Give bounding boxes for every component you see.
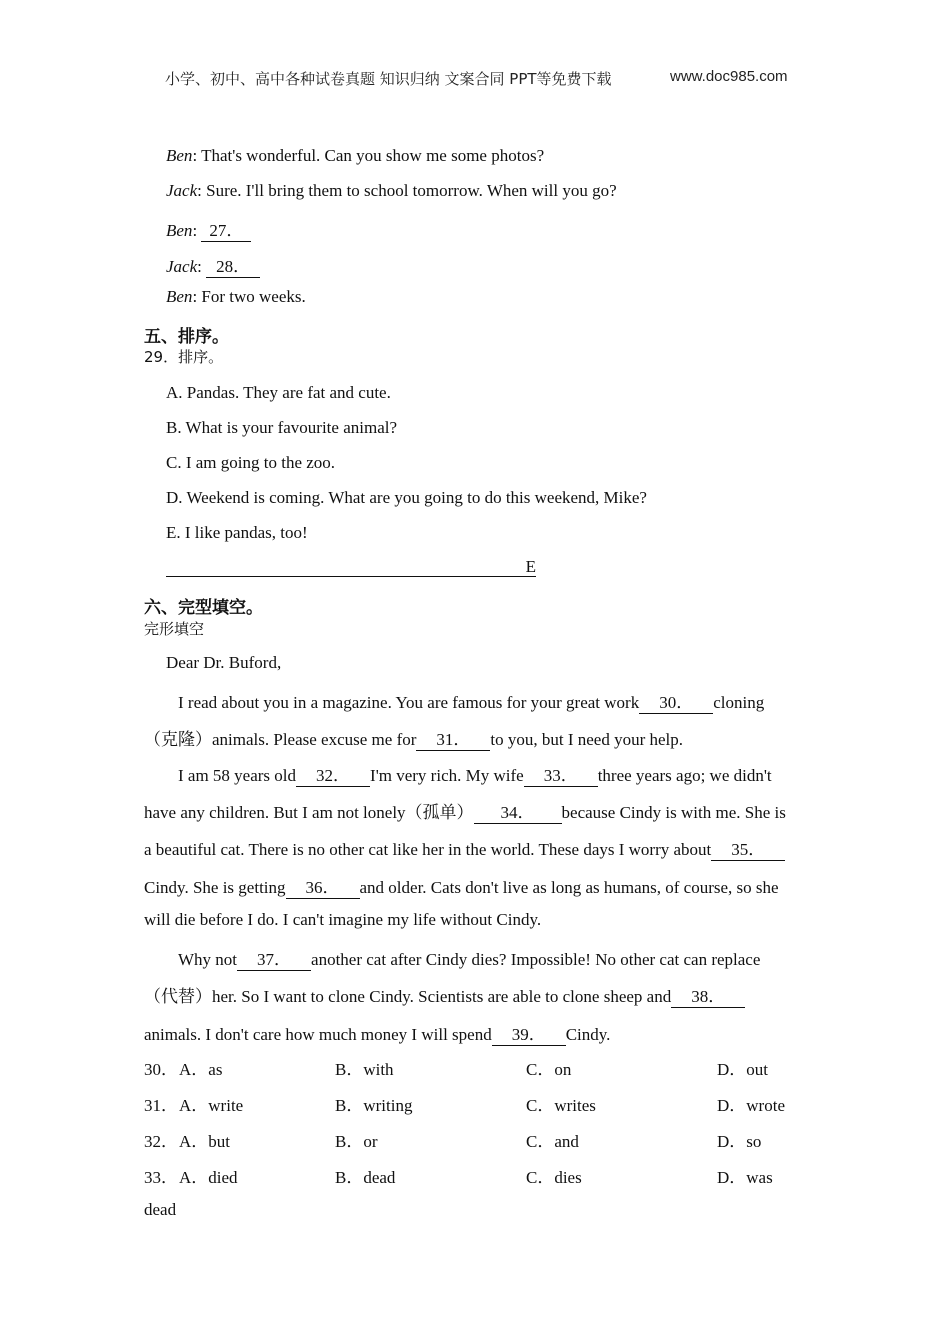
passage-line [178,688,764,714]
blank-28[interactable]: 28． [206,252,260,278]
passage-line [144,725,683,751]
option-row [144,1091,844,1115]
option-a[interactable]: A．as [179,1060,223,1079]
passage-text: Cindy. [565,1025,611,1044]
option-c[interactable]: C．on [526,1060,572,1079]
passage-text: Cindy. She is getting [144,878,286,897]
option-c[interactable]: C．writes [526,1096,596,1115]
option-number: 32． [144,1132,178,1151]
option-row [144,1163,844,1187]
blank-30[interactable]: 30． [639,688,713,714]
dialogue-line [166,252,260,278]
passage-text: to you, but I need your help. [490,730,684,749]
list-item: C. I am going to the zoo. [166,453,336,472]
option-c[interactable]: C．and [526,1132,579,1151]
passage-text: and older. Cats don't live as long as humans, of course, so she [359,878,779,897]
passage-line [144,982,745,1008]
section-title: 五、排序。 [144,327,229,347]
option-b[interactable]: B．writing [335,1096,413,1115]
blank-33[interactable]: 33． [524,761,598,787]
passage-line [144,835,785,861]
option-number: 30． [144,1060,178,1079]
list-item: A. Pandas. They are fat and cute. [166,383,391,402]
blank-27[interactable]: 27． [201,216,251,242]
passage-text: another cat after Cindy dies? Impossible! No other cat can replace [311,950,761,969]
speaker-name: Ben [166,287,193,306]
option-b[interactable]: B．dead [335,1168,396,1187]
option-a[interactable]: A．died [179,1168,238,1187]
passage-line [144,798,786,824]
header-text: 小学、初中、高中各种试卷真题 知识归纳 文案合同 PPT等免费下载 [165,70,612,88]
passage-line [144,873,779,899]
option-a[interactable]: A．write [179,1096,244,1115]
answer-tail: E [525,557,536,576]
blank-36[interactable]: 36． [286,873,360,899]
passage-text: I read about you in a magazine. You are famous for your great work [178,693,640,712]
option-row [144,1127,844,1151]
dialogue-text: : That's wonderful. Can you show me some photos? [192,146,545,165]
blank-39[interactable]: 39． [492,1020,566,1046]
speaker-name: Ben [166,221,193,240]
header-site-link[interactable]: www.doc985.com [670,68,788,85]
list-item: B. What is your favourite animal? [166,418,398,437]
option-c[interactable]: C．dies [526,1168,582,1187]
option-number: 31． [144,1096,178,1115]
option-d[interactable]: D．out [717,1060,768,1079]
option-a[interactable]: A．but [179,1132,230,1151]
dialogue-line [166,181,617,201]
blank-37[interactable]: 37． [237,945,311,971]
option-d[interactable]: D．wrote [717,1096,785,1115]
option-number: 33． [144,1168,178,1187]
passage-text: cloning [713,693,765,712]
passage-text: because Cindy is with me. She is [561,803,786,822]
option-d[interactable]: D．was [717,1168,773,1187]
dialogue-line [166,216,251,242]
passage-text: three years ago; we didn't [597,766,772,785]
letter-greeting: Dear Dr. Buford, [166,653,282,672]
dialogue-text: : Sure. I'll bring them to school tomorrow. When will you go? [197,181,617,200]
question-number: 29．排序。 [144,348,224,366]
speaker-name: Jack [166,181,198,200]
passage-text: I'm very rich. My wife [370,766,524,785]
dialogue-text: : [192,221,202,240]
passage-line [178,945,760,971]
blank-35[interactable]: 35． [711,835,785,861]
option-b[interactable]: B．or [335,1132,378,1151]
passage-text: I am 58 years old [178,766,297,785]
answer-line[interactable] [166,556,536,577]
page-header [165,68,788,89]
dialogue-text: : For two weeks. [192,287,306,306]
blank-31[interactable]: 31． [416,725,490,751]
passage-text: （代替）her. So I want to clone Cindy. Scientists are able to clone sheep and [144,987,672,1006]
dialogue-text: : [197,257,207,276]
passage-text: a beautiful cat. There is no other cat like her in the world. These days I worry about [144,840,712,859]
option-row [144,1055,844,1079]
blank-32[interactable]: 32． [296,761,370,787]
blank-38[interactable]: 38． [671,982,745,1008]
option-d[interactable]: D．so [717,1132,762,1151]
speaker-name: Jack [166,257,198,276]
speaker-name: Ben [166,146,193,165]
dialogue-line [166,146,544,166]
option-wrap-text: dead [144,1200,177,1219]
passage-line: will die before I do. I can't imagine my life without Cindy. [144,910,542,929]
list-item: D. Weekend is coming. What are you going to do this weekend, Mike? [166,488,647,507]
blank-34[interactable]: 34． [474,798,562,824]
passage-line [178,761,772,787]
passage-line [144,1020,610,1046]
passage-text: animals. I don't care how much money I will spend [144,1025,492,1044]
section-title: 六、完型填空。 [144,598,263,618]
list-item: E. I like pandas, too! [166,523,308,542]
passage-text: have any children. But I am not lonely（孤单） [144,803,474,822]
passage-text: Why not [178,950,238,969]
passage-text: （克隆）animals. Please excuse me for [144,730,417,749]
dialogue-line [166,287,306,307]
option-b[interactable]: B．with [335,1060,394,1079]
section-subtitle: 完形填空 [144,620,205,638]
